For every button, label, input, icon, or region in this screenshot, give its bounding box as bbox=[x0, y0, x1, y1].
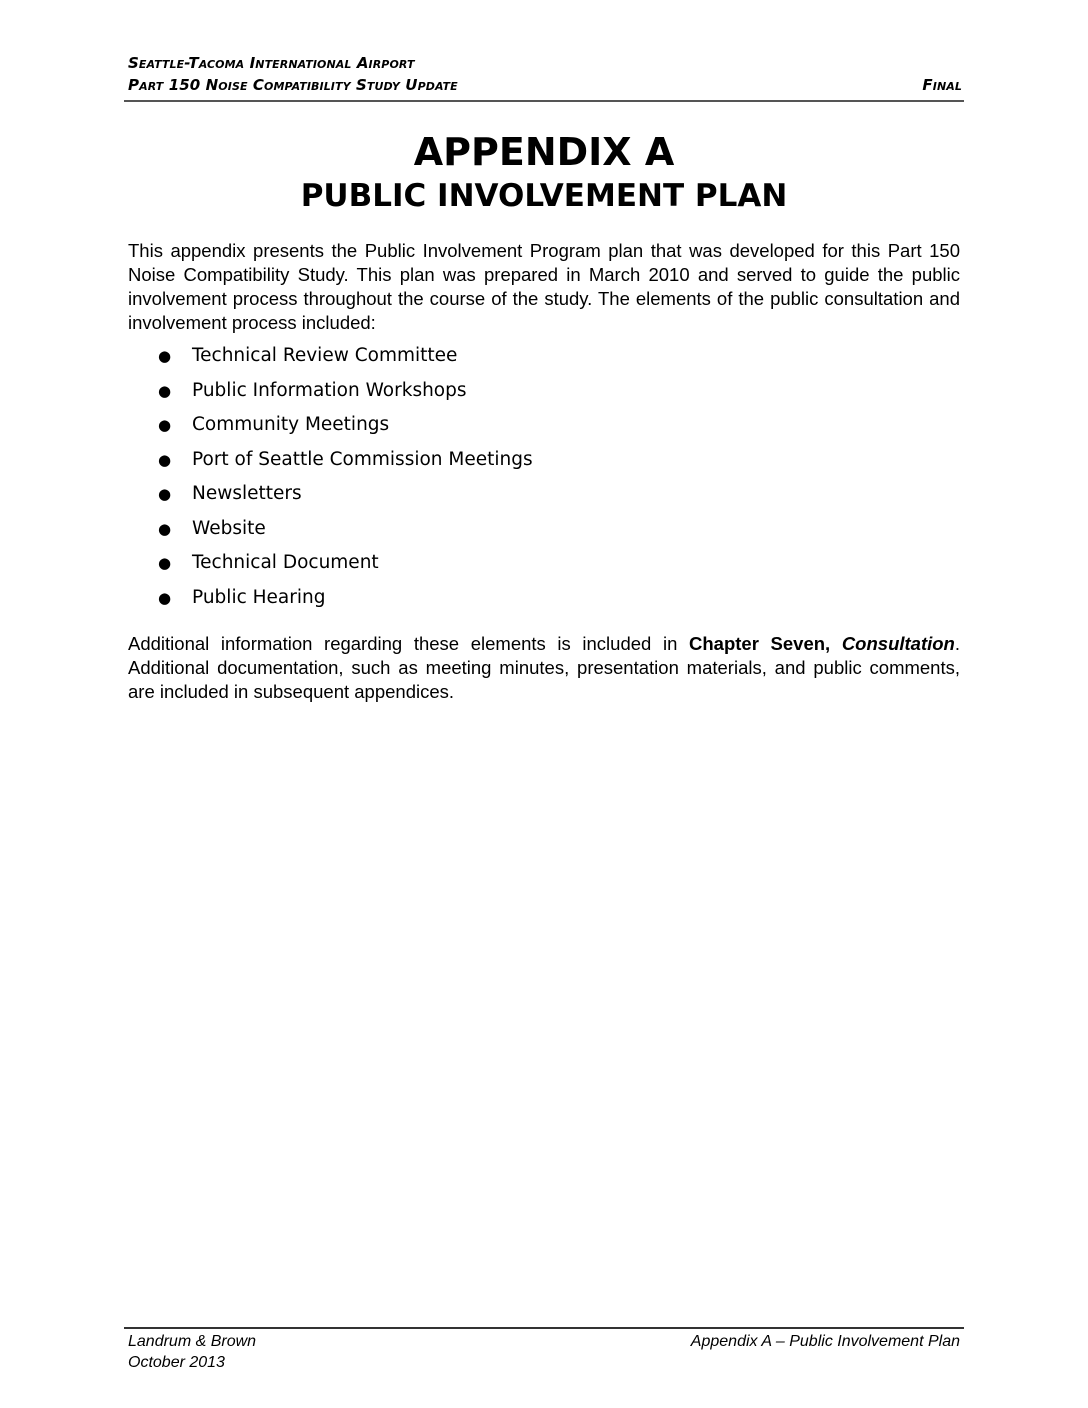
list-item: ● Public Information Workshops bbox=[158, 377, 533, 412]
list-item: ● Technical Review Committee bbox=[158, 342, 533, 377]
bullet-icon: ● bbox=[158, 381, 172, 400]
page-header bbox=[128, 52, 962, 96]
bullet-icon: ● bbox=[158, 416, 172, 434]
elements-list bbox=[158, 342, 533, 618]
bullet-icon: ● bbox=[158, 485, 172, 503]
header-status: Final bbox=[922, 76, 962, 94]
footer-divider bbox=[124, 1327, 964, 1329]
bullet-icon: ● bbox=[158, 450, 172, 469]
list-item: ● Port of Seattle Commission Meetings bbox=[158, 446, 533, 481]
page-subtitle: PUBLIC INVOLVEMENT PLAN bbox=[300, 178, 788, 214]
bullet-icon: ● bbox=[158, 519, 172, 538]
closing-paragraph: Additional information regarding these elements is included in Chapter Seven, Consultation. Additional documentation, such as meeting minutes, presentation materials, and public comments, are included in subsequent appendices. bbox=[128, 633, 960, 702]
footer-section: Appendix A – Public Involvement Plan bbox=[690, 1333, 960, 1350]
page-footer bbox=[128, 1331, 960, 1373]
chapter-title-reference: Consultation bbox=[841, 633, 955, 654]
list-item: ● Public Hearing bbox=[158, 584, 533, 619]
header-airport: Seattle-Tacoma International Airport bbox=[128, 54, 415, 72]
page-title: APPENDIX A bbox=[413, 130, 675, 174]
chapter-reference: Chapter Seven, bbox=[689, 633, 842, 654]
list-item: ● Community Meetings bbox=[158, 411, 533, 446]
list-item: ● Newsletters bbox=[158, 480, 533, 515]
footer-date: October 2013 bbox=[128, 1354, 225, 1371]
list-item: ● Technical Document bbox=[158, 549, 533, 584]
header-study: Part 150 Noise Compatibility Study Update bbox=[128, 76, 458, 94]
footer-author: Landrum & Brown bbox=[128, 1333, 257, 1350]
header-divider bbox=[124, 100, 964, 102]
bullet-icon: ● bbox=[158, 588, 172, 607]
list-item: ● Website bbox=[158, 515, 533, 550]
bullet-icon: ● bbox=[158, 554, 172, 572]
bullet-icon: ● bbox=[158, 347, 172, 365]
intro-paragraph: This appendix presents the Public Involvement Program plan that was developed for this Part 150 Noise Compatibility Study. This plan was prepared in March 2010 and served to guide the public involvement process throughout the course of the study. The elements of the public consultation and involvement process included: bbox=[128, 240, 960, 333]
